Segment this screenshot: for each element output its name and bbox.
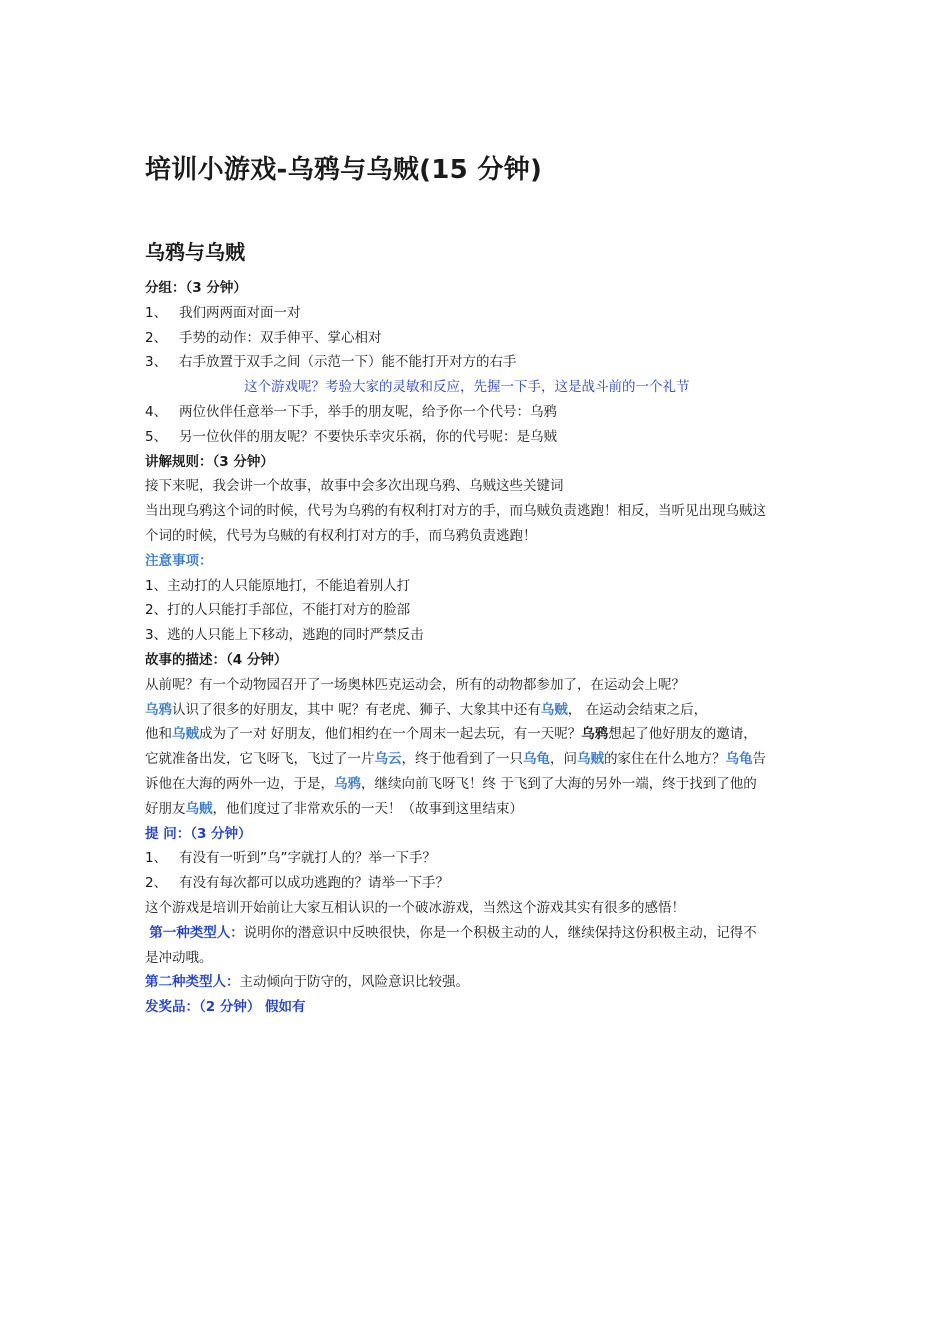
list-item: 4、 两位伙伴任意举一下手，举手的朋友呢，给予你一个代号：乌鸦 bbox=[145, 403, 557, 420]
rules-paragraph: 个词的时候，代号为乌贼的有权利打对方的手，而乌鸦负责逃跑！ bbox=[145, 527, 537, 544]
list-item: 1、 我们两两面对面一对 bbox=[145, 304, 301, 321]
list-item: 2、 有没有每次都可以成功逃跑的？请举一下手？ bbox=[145, 875, 449, 892]
list-item: 2、 手势的动作：双手伸平、掌心相对 bbox=[145, 329, 382, 346]
section-title: 乌鸦与乌贼 bbox=[145, 240, 245, 264]
type-one-line: 是冲动哦。 bbox=[145, 949, 213, 966]
list-item: 3、 右手放置于双手之间（示范一下）能不能打开对方的右手 bbox=[145, 354, 517, 371]
rules-heading: 讲解规则：（3 分钟） bbox=[145, 453, 274, 470]
rules-paragraph: 接下来呢，我会讲一个故事，故事中会多次出现乌鸦、乌贼这些关键词 bbox=[145, 478, 564, 495]
story-line: 它就准备出发，它飞呀飞，飞过了一片乌云，终于他看到了一只乌龟，问乌贼的家住在什么地方？乌龟告 bbox=[145, 751, 766, 768]
questions-paragraph: 这个游戏是培训开始前让大家互相认识的一个破冰游戏，当然这个游戏其实有很多的感悟！ bbox=[145, 899, 685, 916]
list-item: 3、逃的人只能上下移动，逃跑的同时严禁反击 bbox=[145, 627, 424, 644]
story-line: 好朋友乌贼，他们度过了非常欢乐的一天！（故事到这里结束） bbox=[145, 800, 523, 817]
type-one-line: 第一种类型人：说明你的潜意识中反映很快，你是一个积极主动的人，继续保持这份积极主动，记得不 bbox=[149, 924, 757, 941]
list-item: 2、打的人只能打手部位，不能打对方的脸部 bbox=[145, 602, 411, 619]
list-item: 5、 另一位伙伴的朋友呢？不要快乐幸灾乐祸，你的代号呢：是乌贼 bbox=[145, 428, 557, 445]
story-line: 从前呢？有一个动物园召开了一场奥林匹克运动会，所有的动物都参加了，在运动会上呢？ bbox=[145, 676, 685, 693]
story-line: 乌鸦认识了很多的好朋友，其中 呢？有老虎、狮子、大象其中还有乌贼， 在运动会结束之后， bbox=[145, 701, 708, 718]
type-two-line: 第二种类型人：主动倾向于防守的，风险意识比较强。 bbox=[145, 974, 469, 991]
rules-paragraph: 当出现乌鸦这个词的时候，代号为乌鸦的有权利打对方的手，而乌贼负责逃跑！相反，当听见出现乌贼这 bbox=[145, 503, 766, 520]
list-item: 1、 有没有一听到”乌”字就打人的？举一下手？ bbox=[145, 850, 436, 867]
story-line: 他和乌贼成为了一对 好朋友，他们相约在一个周末一起去玩，有一天呢？乌鸦想起了他好朋友的邀请， bbox=[145, 726, 757, 743]
prize-heading: 发奖品：（2 分钟） 假如有 bbox=[145, 999, 306, 1016]
story-line: 诉他在大海的两外一边，于是，乌鸦，继续向前飞呀飞！终 于飞到了大海的另外一端，终于找到了他的 bbox=[145, 775, 757, 792]
questions-heading: 提 问：（3 分钟） bbox=[145, 825, 252, 842]
document-content bbox=[145, 150, 815, 1020]
grouping-heading: 分组：（3 分钟） bbox=[145, 280, 247, 296]
story-heading: 故事的描述：（4 分钟） bbox=[145, 651, 288, 668]
notes-heading: 注意事项： bbox=[145, 552, 213, 569]
page-title: 培训小游戏-乌鸦与乌贼(15 分钟) bbox=[145, 155, 543, 185]
list-item: 1、主动打的人只能原地打，不能追着别人打 bbox=[145, 577, 411, 594]
grouping-note: 这个游戏呢？考验大家的灵敏和反应，先握一下手，这是战斗前的一个礼节 bbox=[244, 379, 690, 396]
